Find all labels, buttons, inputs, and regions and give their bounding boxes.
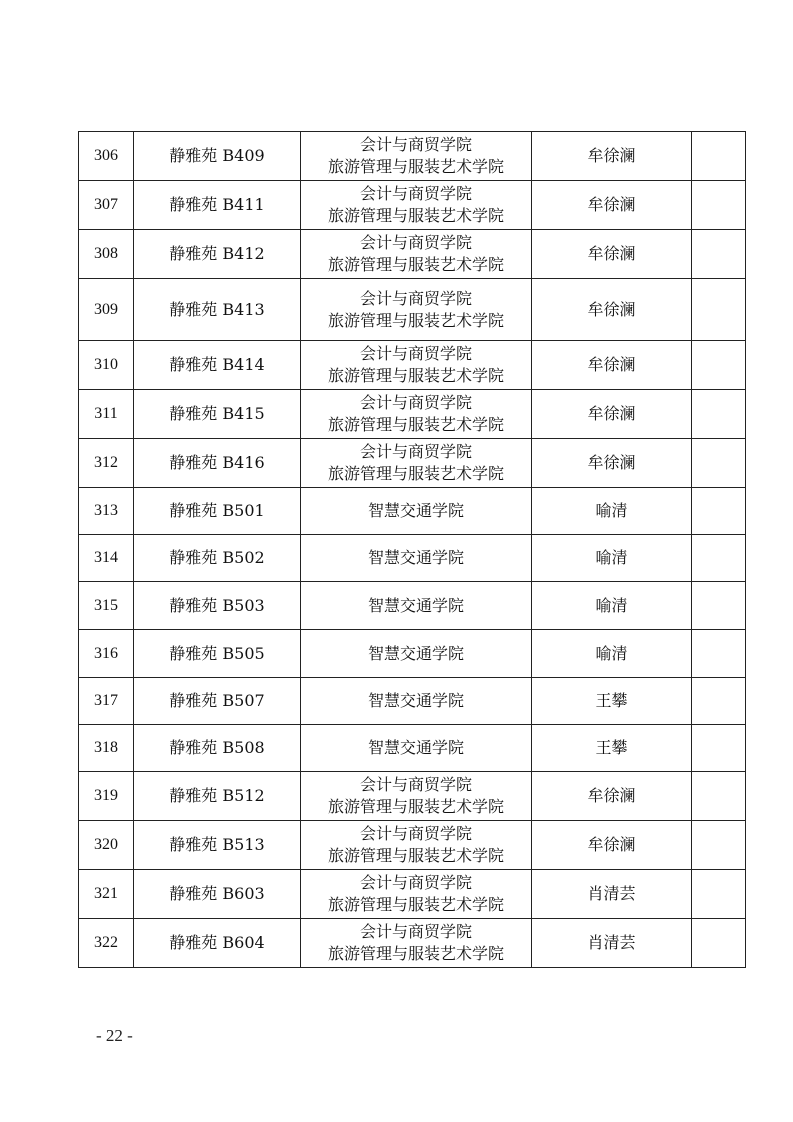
- empty-cell: [692, 725, 746, 772]
- college-cell: [301, 678, 532, 725]
- room-cell: 静雅苑 B413: [134, 279, 301, 341]
- responsible-person-cell: 牟徐澜: [532, 279, 692, 341]
- room-cell: 静雅苑 B604: [134, 919, 301, 968]
- room-cell: 静雅苑 B512: [134, 772, 301, 821]
- row-number-cell: 313: [79, 488, 134, 535]
- college-cell: [301, 488, 532, 535]
- empty-cell: [692, 488, 746, 535]
- table-row: [79, 919, 746, 968]
- college-name: 旅游管理与服装艺术学院: [327, 846, 504, 865]
- table-row: [79, 678, 746, 725]
- responsible-person-cell: 牟徐澜: [532, 181, 692, 230]
- row-number-cell: 306: [79, 132, 134, 181]
- room-cell: 静雅苑 B411: [134, 181, 301, 230]
- responsible-person-cell: 王攀: [532, 725, 692, 772]
- row-number-cell: 317: [79, 678, 134, 725]
- table-row: [79, 725, 746, 772]
- college-name: 智慧交通学院: [367, 738, 464, 757]
- college-name: 旅游管理与服装艺术学院: [327, 255, 504, 274]
- page-number: - 22 -: [96, 1026, 133, 1045]
- college-cell: [301, 772, 532, 821]
- college-cell: [301, 132, 532, 181]
- empty-cell: [692, 181, 746, 230]
- row-number-cell: 307: [79, 181, 134, 230]
- table-row: [79, 821, 746, 870]
- responsible-person-cell: 牟徐澜: [532, 772, 692, 821]
- room-cell: 静雅苑 B414: [134, 341, 301, 390]
- table-row: [79, 132, 746, 181]
- college-name: 旅游管理与服装艺术学院: [327, 464, 504, 483]
- college-name: 智慧交通学院: [367, 691, 464, 710]
- table-row: [79, 488, 746, 535]
- college-name: 会计与商贸学院: [359, 824, 472, 843]
- college-cell: [301, 919, 532, 968]
- row-number-cell: 319: [79, 772, 134, 821]
- empty-cell: [692, 772, 746, 821]
- row-number-cell: 315: [79, 582, 134, 630]
- room-cell: 静雅苑 B415: [134, 390, 301, 439]
- responsible-person-cell: 牟徐澜: [532, 341, 692, 390]
- row-number-cell: 314: [79, 535, 134, 582]
- college-cell: [301, 181, 532, 230]
- room-cell: 静雅苑 B503: [134, 582, 301, 630]
- college-name: 旅游管理与服装艺术学院: [327, 415, 504, 434]
- college-name: 会计与商贸学院: [359, 135, 472, 154]
- responsible-person-cell: 王攀: [532, 678, 692, 725]
- college-cell: [301, 535, 532, 582]
- table-row: [79, 181, 746, 230]
- table-row: [79, 439, 746, 488]
- responsible-person-cell: 喻清: [532, 630, 692, 678]
- table-row: [79, 630, 746, 678]
- empty-cell: [692, 341, 746, 390]
- college-name: 会计与商贸学院: [359, 873, 472, 892]
- room-cell: 静雅苑 B507: [134, 678, 301, 725]
- table-row: [79, 279, 746, 341]
- table-row: [79, 230, 746, 279]
- table-row: [79, 390, 746, 439]
- college-name: 会计与商贸学院: [359, 775, 472, 794]
- empty-cell: [692, 279, 746, 341]
- college-name: 旅游管理与服装艺术学院: [327, 157, 504, 176]
- college-name: 智慧交通学院: [367, 548, 464, 567]
- college-cell: [301, 439, 532, 488]
- room-cell: 静雅苑 B505: [134, 630, 301, 678]
- college-cell: [301, 821, 532, 870]
- college-cell: [301, 630, 532, 678]
- college-name: 会计与商贸学院: [359, 233, 472, 252]
- college-name: 会计与商贸学院: [359, 393, 472, 412]
- table-row: [79, 535, 746, 582]
- college-name: 旅游管理与服装艺术学院: [327, 310, 504, 330]
- college-name: 会计与商贸学院: [359, 442, 472, 461]
- responsible-person-cell: 喻清: [532, 582, 692, 630]
- empty-cell: [692, 630, 746, 678]
- college-cell: [301, 582, 532, 630]
- row-number-cell: 322: [79, 919, 134, 968]
- responsible-person-cell: 牟徐澜: [532, 821, 692, 870]
- empty-cell: [692, 582, 746, 630]
- row-number-cell: 308: [79, 230, 134, 279]
- room-cell: 静雅苑 B501: [134, 488, 301, 535]
- table-body: [79, 132, 746, 968]
- room-cell: 静雅苑 B513: [134, 821, 301, 870]
- room-cell: 静雅苑 B412: [134, 230, 301, 279]
- college-cell: [301, 230, 532, 279]
- room-cell: 静雅苑 B508: [134, 725, 301, 772]
- empty-cell: [692, 230, 746, 279]
- row-number-cell: 312: [79, 439, 134, 488]
- college-cell: [301, 390, 532, 439]
- room-cell: 静雅苑 B416: [134, 439, 301, 488]
- empty-cell: [692, 821, 746, 870]
- college-name: 旅游管理与服装艺术学院: [327, 206, 504, 225]
- table-row: [79, 870, 746, 919]
- college-name: 会计与商贸学院: [359, 344, 472, 363]
- responsible-person-cell: 喻清: [532, 488, 692, 535]
- row-number-cell: 316: [79, 630, 134, 678]
- room-cell: 静雅苑 B409: [134, 132, 301, 181]
- room-cell: 静雅苑 B502: [134, 535, 301, 582]
- college-name: 会计与商贸学院: [359, 922, 472, 941]
- table-row: [79, 341, 746, 390]
- empty-cell: [692, 870, 746, 919]
- empty-cell: [692, 535, 746, 582]
- table-row: [79, 772, 746, 821]
- table-row: [79, 582, 746, 630]
- empty-cell: [692, 390, 746, 439]
- college-name: 会计与商贸学院: [359, 288, 472, 308]
- row-number-cell: 309: [79, 279, 134, 341]
- college-name: 会计与商贸学院: [359, 184, 472, 203]
- row-number-cell: 318: [79, 725, 134, 772]
- empty-cell: [692, 439, 746, 488]
- row-number-cell: 310: [79, 341, 134, 390]
- responsible-person-cell: 牟徐澜: [532, 132, 692, 181]
- college-name: 旅游管理与服装艺术学院: [327, 366, 504, 385]
- college-name: 旅游管理与服装艺术学院: [327, 944, 504, 963]
- college-name: 旅游管理与服装艺术学院: [327, 797, 504, 816]
- college-cell: [301, 870, 532, 919]
- college-cell: [301, 725, 532, 772]
- empty-cell: [692, 919, 746, 968]
- college-cell: [301, 279, 532, 341]
- row-number-cell: 320: [79, 821, 134, 870]
- responsible-person-cell: 肖清芸: [532, 870, 692, 919]
- room-cell: 静雅苑 B603: [134, 870, 301, 919]
- responsible-person-cell: 牟徐澜: [532, 439, 692, 488]
- responsible-person-cell: 喻清: [532, 535, 692, 582]
- college-name: 旅游管理与服装艺术学院: [327, 895, 504, 914]
- dormitory-assignment-table: [78, 131, 746, 968]
- empty-cell: [692, 678, 746, 725]
- row-number-cell: 311: [79, 390, 134, 439]
- responsible-person-cell: 牟徐澜: [532, 230, 692, 279]
- responsible-person-cell: 牟徐澜: [532, 390, 692, 439]
- responsible-person-cell: 肖清芸: [532, 919, 692, 968]
- college-cell: [301, 341, 532, 390]
- empty-cell: [692, 132, 746, 181]
- row-number-cell: 321: [79, 870, 134, 919]
- college-name: 智慧交通学院: [367, 643, 464, 663]
- college-name: 智慧交通学院: [367, 595, 464, 615]
- college-name: 智慧交通学院: [367, 501, 464, 520]
